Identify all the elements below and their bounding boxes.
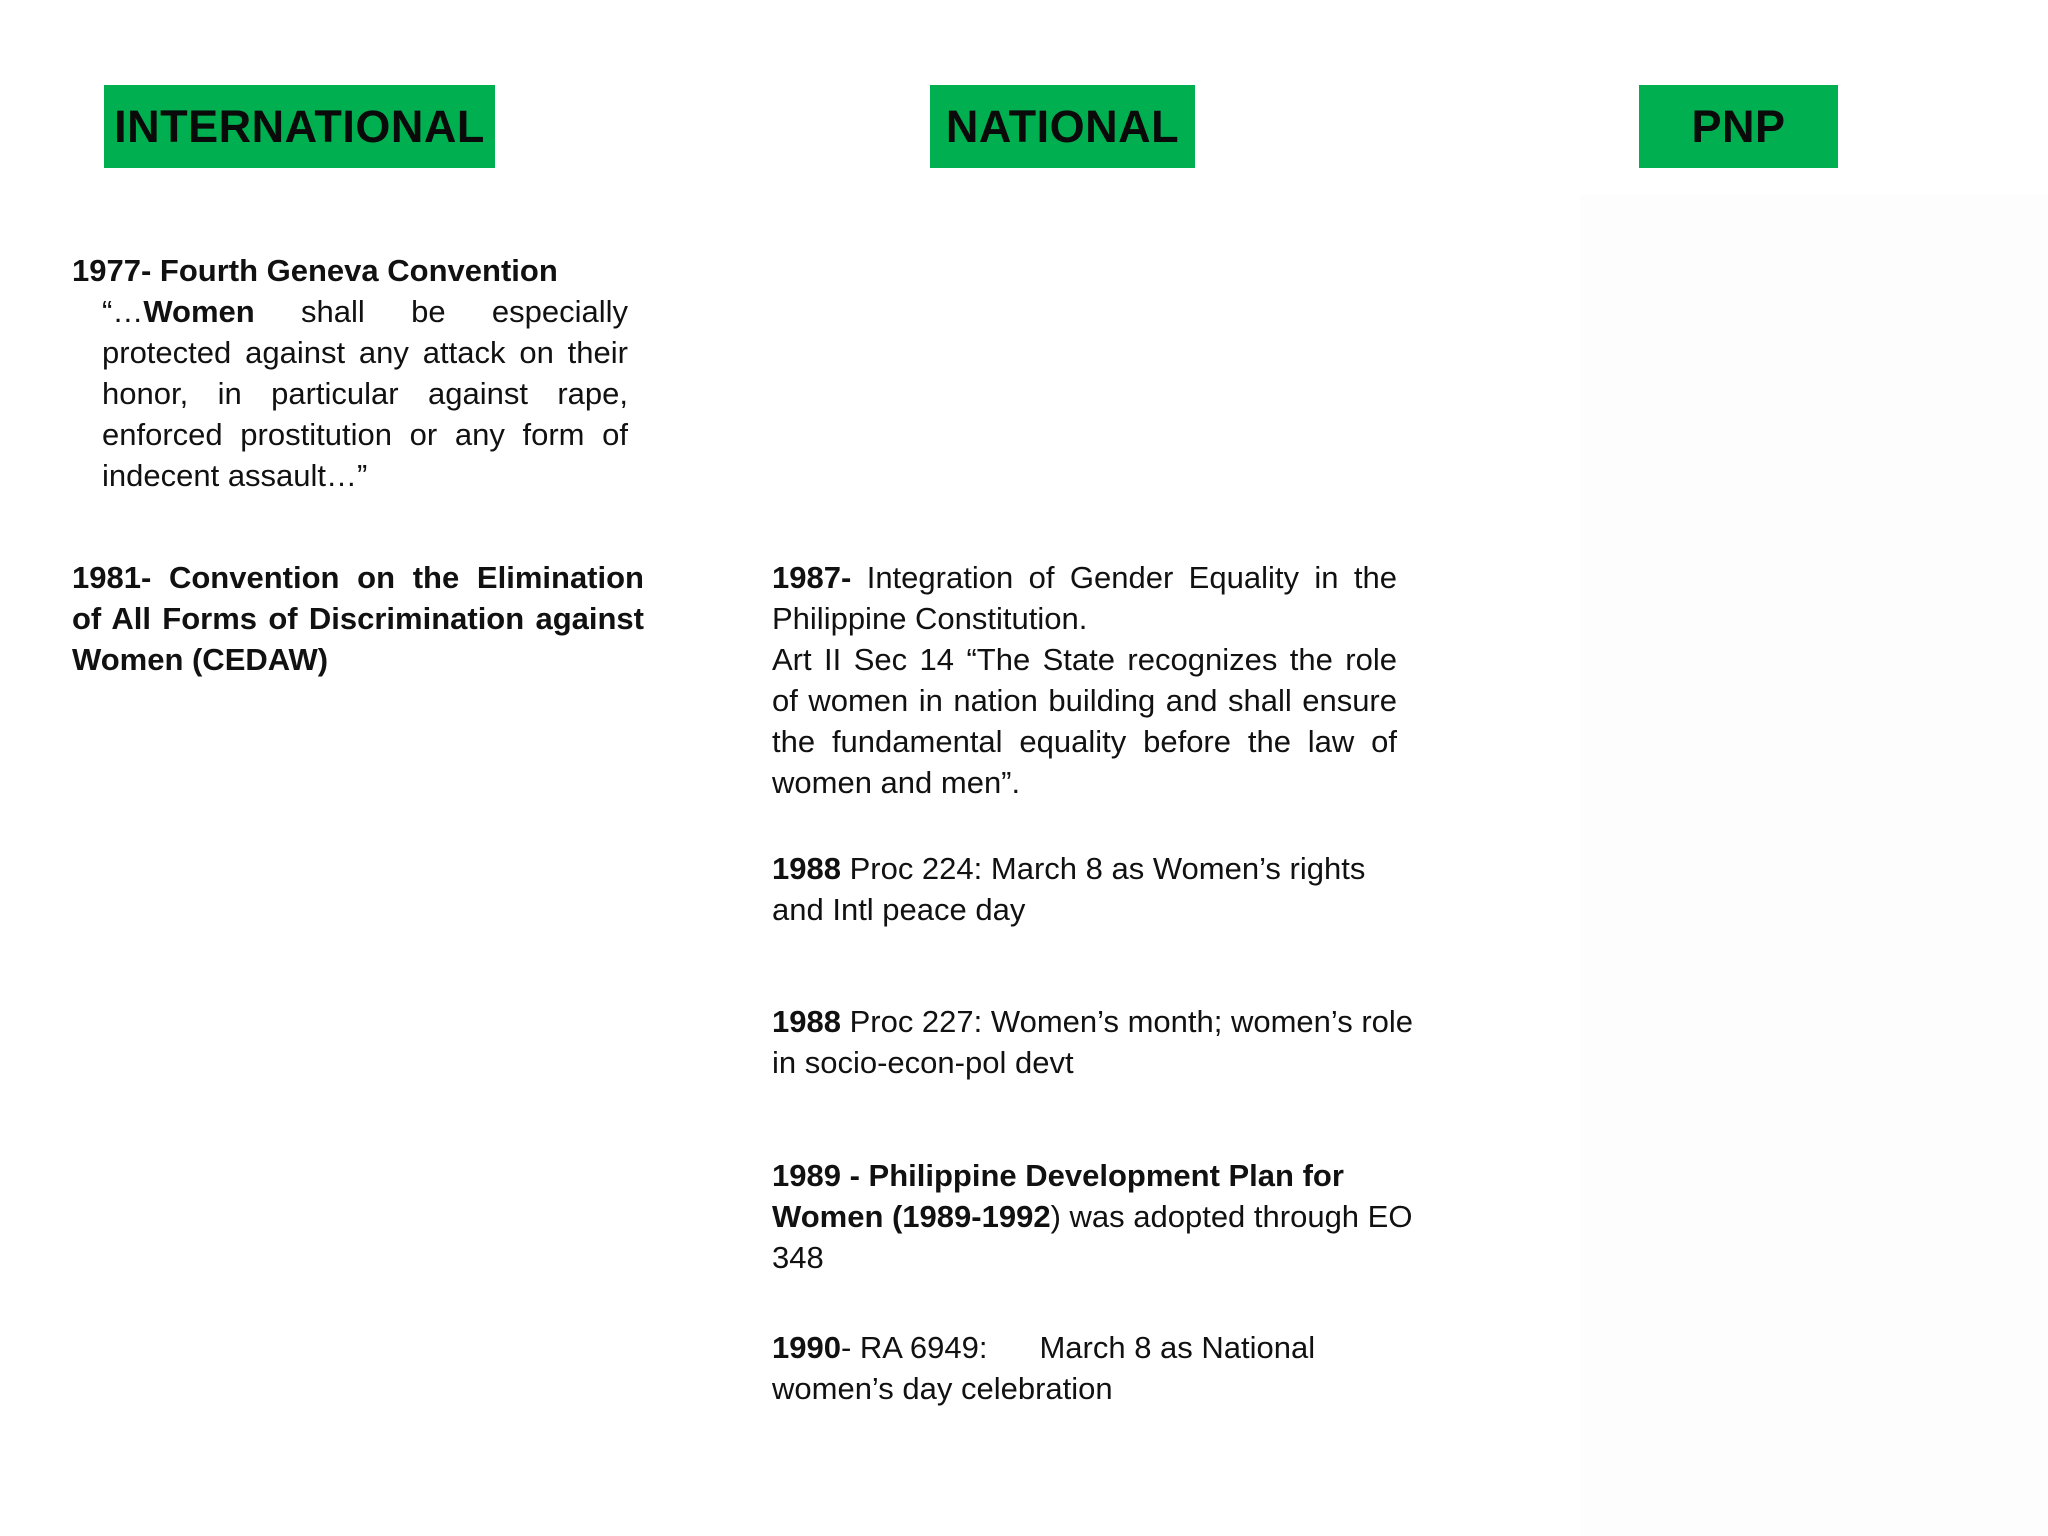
nat-1990-text-b: March 8 as National women’s day celebration (772, 1330, 1316, 1406)
intl-1981-text: 1981- Convention on the Elimination of All Forms of Discrimination against Women (CEDAW) (72, 560, 644, 677)
nat-1987-article: Art II Sec 14 “The State recognizes the role of women in nation building and shall ensure the fundamental equality before the law of women and men”. (772, 642, 1397, 800)
nat-1988a-year: 1988 (772, 851, 841, 886)
intl-item-1977 (72, 250, 628, 496)
nat-1988a-text: Proc 224: March 8 as Women’s rights and Intl peace day (772, 851, 1366, 927)
intl-item-1981 (72, 557, 644, 680)
header-pnp-label: PNP (1691, 100, 1786, 152)
nat-1990-year: 1990 (772, 1330, 841, 1365)
nat-1989-text: ) was adopted through EO 348 (772, 1199, 1413, 1275)
intl-1977-quote-bold: Women (143, 294, 255, 329)
nat-1987-text: Integration of Gender Equality in the Philippine Constitution. (772, 560, 1397, 636)
intl-1977-quote (72, 291, 628, 496)
intl-1977-title: 1977- Fourth Geneva Convention (72, 253, 558, 288)
header-international-label: INTERNATIONAL (114, 100, 485, 152)
national-item-1988-proc224 (772, 848, 1412, 930)
nat-1987-heading (772, 557, 1397, 639)
header-national (930, 85, 1195, 168)
nat-1987-year: 1987- (772, 560, 852, 595)
national-item-1990 (772, 1327, 1412, 1409)
nat-1988b-year: 1988 (772, 1004, 841, 1039)
intl-1977-quote-open: “… (102, 294, 144, 329)
national-item-1987 (772, 557, 1397, 803)
nat-1988b-text: Proc 227: Women’s month; women’s role in socio-econ-pol devt (772, 1004, 1414, 1080)
intl-1977-quote-rest: shall be especially protected against any attack on their honor, in particular against rape, enforced prostitution or any form of indecent assault…” (102, 294, 628, 493)
nat-1990-text-a: - RA 6949: (840, 1330, 988, 1365)
national-item-1989 (772, 1155, 1432, 1278)
right-column-area (1580, 195, 2048, 1536)
header-national-label: NATIONAL (945, 100, 1180, 152)
header-international (104, 85, 495, 168)
nat-1989-bold: 1989 - Philippine Development Plan for Women (1989-1992 (772, 1158, 1344, 1234)
national-item-1988-proc227 (772, 1001, 1432, 1083)
header-pnp (1639, 85, 1838, 168)
